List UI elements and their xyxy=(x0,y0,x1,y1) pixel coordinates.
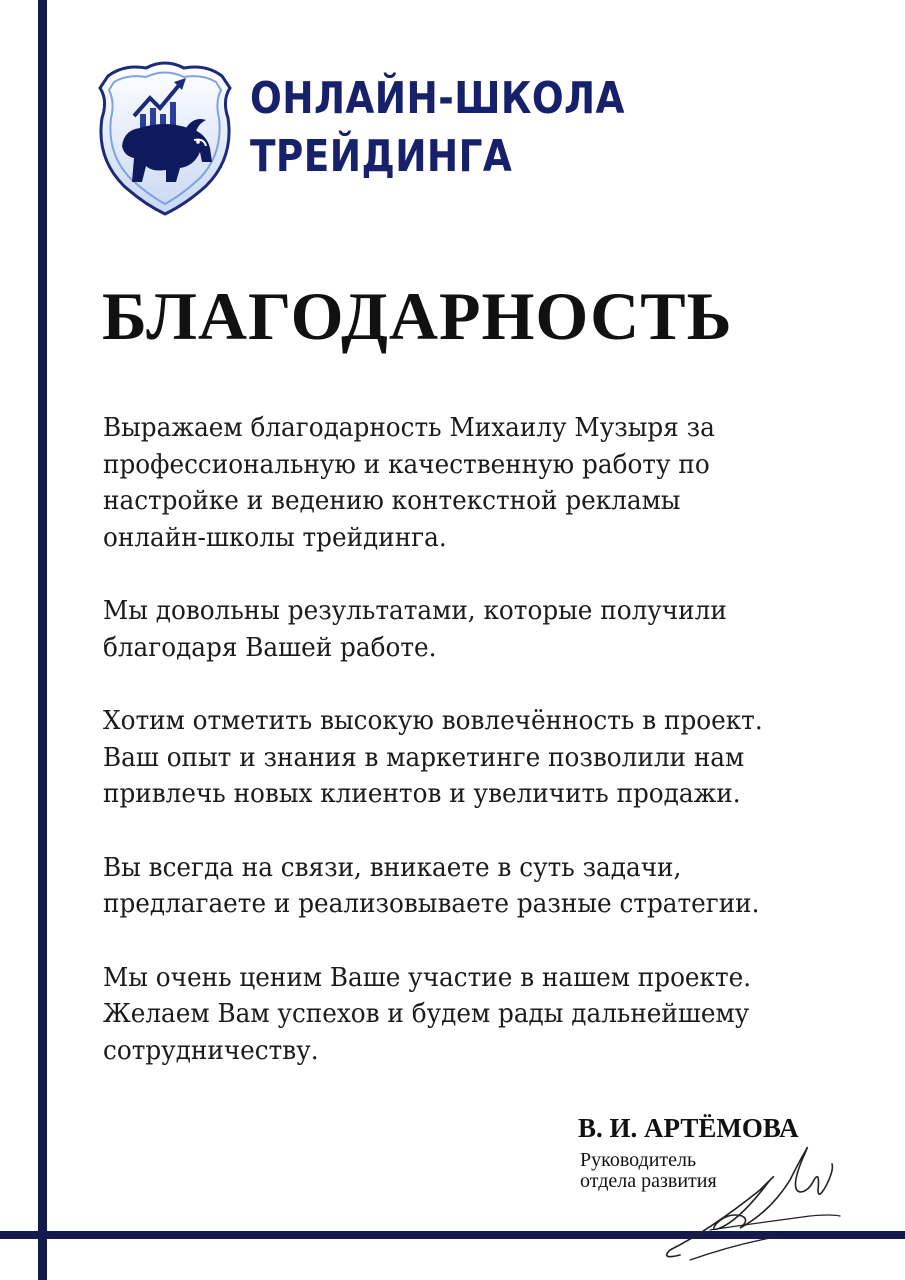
letter-body xyxy=(103,410,825,1106)
bull-shield-icon xyxy=(94,58,236,216)
school-brand-name xyxy=(250,70,625,186)
paragraph: Хотим отметить высокую вовлечённость в проект. Ваш опыт и знания в маркетинге позволили нам привлечь новых клиентов и увеличить продажи. xyxy=(103,706,763,809)
signatory-name: В. И. АРТЁМОВА xyxy=(578,1113,799,1143)
paragraph: Вы всегда на связи, вникаете в суть задачи, предлагаете и реализовываете разные стратегии. xyxy=(103,852,760,919)
signatory-role: Руководитель отдела развития xyxy=(580,1149,717,1192)
paragraph: Выражаем благодарность Михаилу Музыря за профессиональную и качественную работу по настройке и ведению контекстной рекламы онлайн-школы трейдинга. xyxy=(103,413,715,553)
paragraph: Мы очень ценим Ваше участие в нашем проекте. Желаем Вам успехов и будем рады дальнейшему сотрудничеству. xyxy=(103,962,752,1066)
paragraph: Мы довольны результатами, которые получили благодаря Вашей работе. xyxy=(103,596,727,663)
brand-line-2: ТРЕЙДИНГА xyxy=(250,131,513,182)
left-border-line xyxy=(38,0,47,1280)
brand-line-1: ОНЛАЙН-ШКОЛА xyxy=(250,73,625,124)
handwritten-signature xyxy=(650,1120,850,1270)
document-title: БЛАГОДАРНОСТЬ xyxy=(102,278,733,354)
